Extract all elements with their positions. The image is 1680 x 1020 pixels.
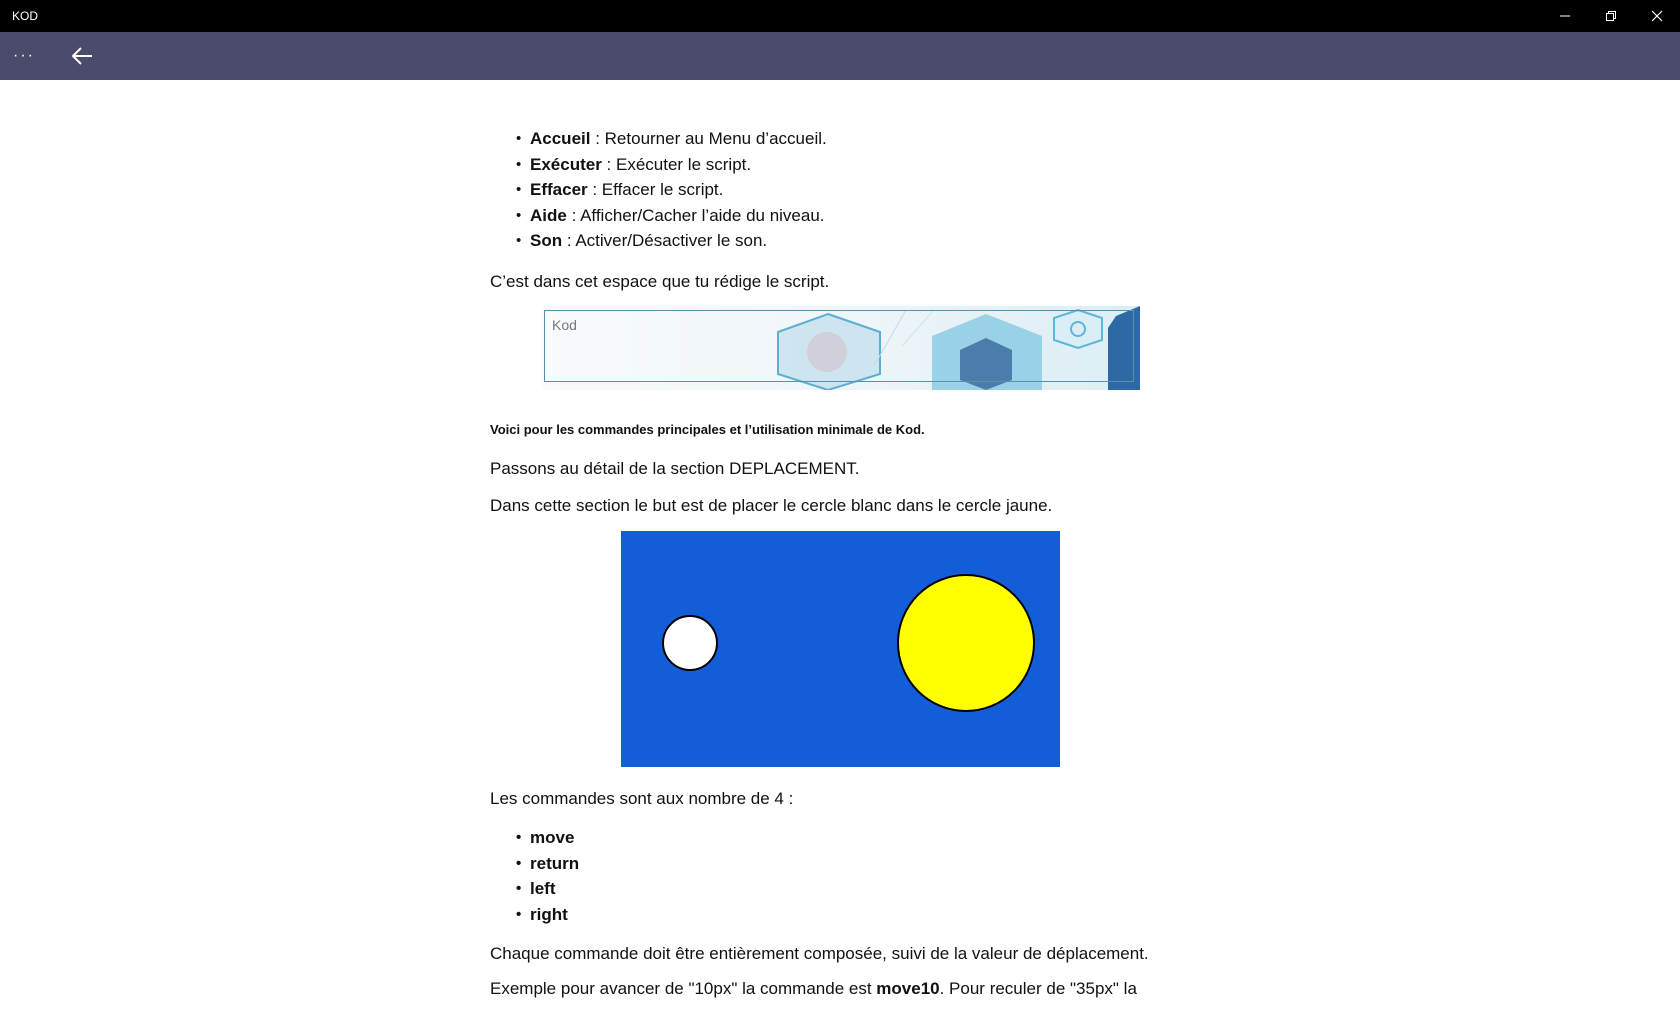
list-item-term: Effacer bbox=[530, 180, 588, 199]
example-text-before: Exemple pour avancer de "10px" la commande est bbox=[490, 979, 877, 998]
example-paragraph bbox=[490, 978, 1137, 999]
script-editor-label: Kod bbox=[552, 317, 577, 333]
command-rule-paragraph: Chaque commande doit être entièrement composée, suivi de la valeur de déplacement. bbox=[490, 944, 1149, 963]
list-item bbox=[516, 128, 827, 154]
list-item bbox=[516, 827, 579, 853]
goal-paragraph: Dans cette section le but est de placer le cercle blanc dans le cercle jaune. bbox=[490, 496, 1053, 515]
app-toolbar bbox=[0, 32, 1680, 80]
list-item bbox=[516, 904, 579, 930]
target-circle-icon bbox=[898, 575, 1034, 711]
list-item-term: Accueil bbox=[530, 129, 591, 148]
command-name: move bbox=[530, 828, 575, 847]
command-name: left bbox=[530, 879, 556, 898]
restore-icon bbox=[1605, 10, 1617, 22]
list-item bbox=[516, 205, 827, 231]
menu-commands-list bbox=[516, 128, 827, 256]
commands-intro-paragraph: Les commandes sont aux nombre de 4 : bbox=[490, 789, 794, 808]
list-item-term: Aide bbox=[530, 205, 567, 225]
player-circle-icon bbox=[663, 616, 717, 670]
close-icon bbox=[1651, 10, 1663, 22]
list-item-desc: : Effacer le script. bbox=[587, 180, 724, 199]
close-button[interactable] bbox=[1634, 0, 1680, 32]
game-canvas bbox=[621, 531, 1060, 767]
back-button[interactable] bbox=[62, 32, 102, 80]
list-item-desc: : Activer/Désactiver le son. bbox=[562, 231, 768, 250]
list-item-desc: : Afficher/Cacher l’aide du niveau. bbox=[566, 205, 825, 225]
command-name: return bbox=[530, 853, 580, 873]
list-item bbox=[516, 230, 827, 256]
restore-button[interactable] bbox=[1588, 0, 1634, 32]
list-item bbox=[516, 853, 579, 879]
minimize-button[interactable] bbox=[1542, 0, 1588, 32]
content-area[interactable] bbox=[0, 80, 1680, 1020]
example-code: move10 bbox=[876, 979, 940, 998]
summary-paragraph: Voici pour les commandes principales et l’utilisation minimale de Kod. bbox=[490, 422, 925, 437]
section-paragraph: Passons au détail de la section DEPLACEMENT. bbox=[490, 459, 860, 478]
list-item bbox=[516, 154, 827, 180]
more-options-button[interactable]: ··· bbox=[13, 47, 35, 64]
movement-commands-list bbox=[516, 827, 579, 929]
list-item bbox=[516, 878, 579, 904]
example-text-after: . Pour reculer de "35px" la bbox=[939, 979, 1137, 998]
title-bar bbox=[0, 0, 1680, 32]
back-arrow-icon bbox=[71, 47, 93, 65]
list-item-term: Exécuter bbox=[530, 154, 602, 174]
list-item-term: Son bbox=[530, 231, 563, 250]
script-space-paragraph: C’est dans cet espace que tu rédige le script. bbox=[490, 272, 830, 291]
command-name: right bbox=[530, 904, 568, 924]
list-item-desc: : Retourner au Menu d’accueil. bbox=[590, 129, 827, 148]
minimize-icon bbox=[1559, 10, 1571, 22]
game-illustration bbox=[621, 531, 1060, 767]
list-item-desc: : Exécuter le script. bbox=[601, 154, 752, 174]
list-item bbox=[516, 179, 827, 205]
script-editor-frame bbox=[544, 310, 1134, 382]
script-editor-illustration bbox=[542, 306, 1140, 390]
app-title: KOD bbox=[12, 9, 39, 23]
